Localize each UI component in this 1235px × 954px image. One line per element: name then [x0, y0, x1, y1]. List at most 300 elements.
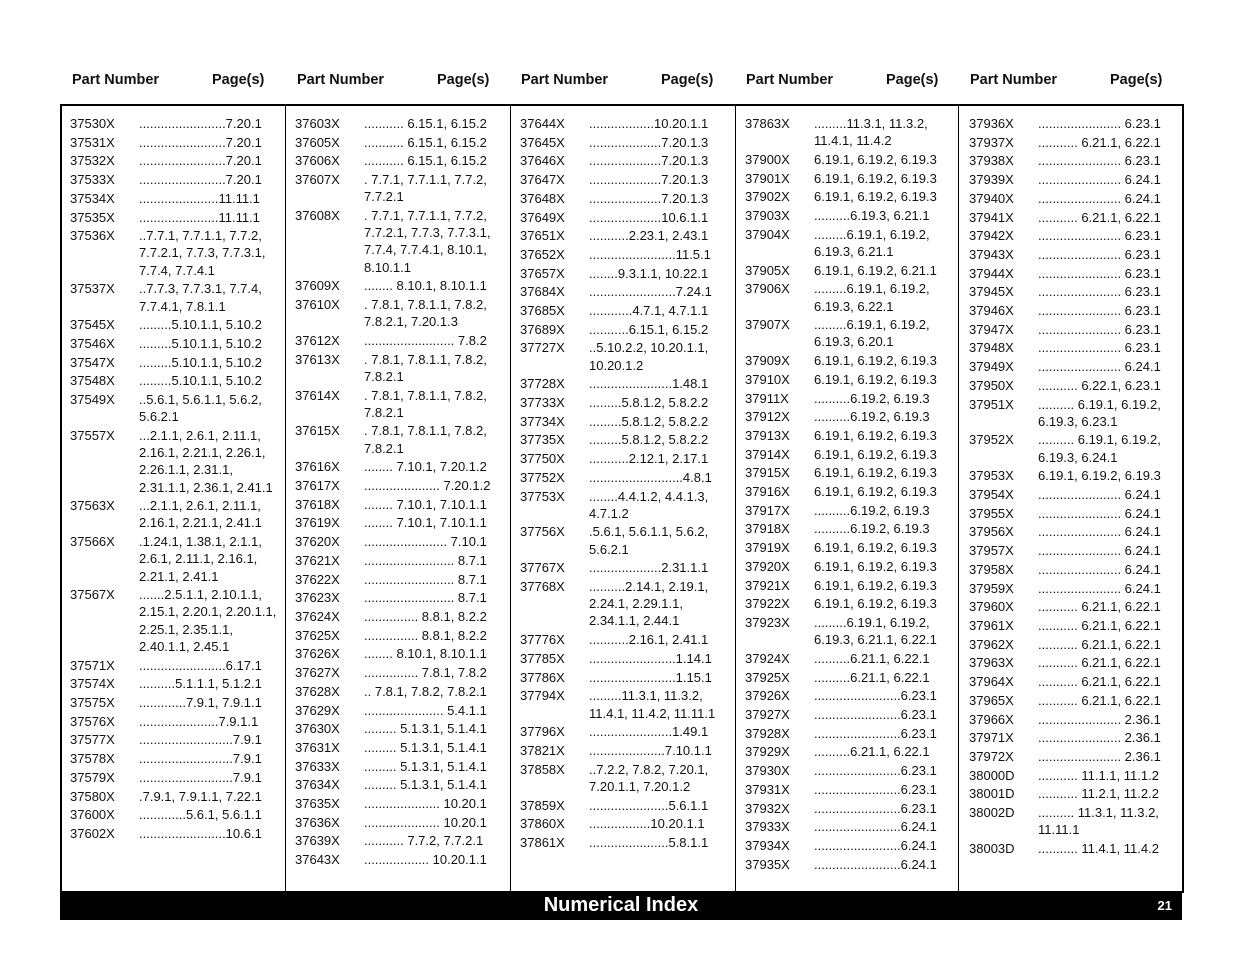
index-entry — [969, 152, 1185, 169]
part-number: 37633X — [295, 758, 340, 774]
index-entry — [70, 152, 286, 169]
index-entry — [745, 539, 961, 556]
page-references: .................10.20.1.1 — [589, 816, 705, 832]
index-entry — [969, 654, 1185, 671]
header-pages: Page(s) — [886, 72, 939, 88]
page-references: ............... 8.8.1, 8.2.2 — [364, 608, 487, 624]
page-references: ....................... 6.23.1 — [1038, 340, 1161, 356]
part-number: 37941X — [969, 209, 1014, 225]
page-references: ....................7.20.1.3 — [589, 172, 709, 188]
part-number: 37918X — [745, 521, 790, 537]
index-entry — [969, 171, 1185, 188]
index-entry — [745, 188, 961, 205]
part-number: 37946X — [969, 303, 1014, 319]
index-column-5 — [969, 115, 1185, 859]
part-number: 37860X — [520, 816, 565, 832]
part-number: 37932X — [745, 800, 790, 816]
page-references: ........ 8.10.1, 8.10.1.1 — [364, 646, 487, 662]
header-part-number: Part Number — [970, 72, 1058, 88]
index-entry — [295, 832, 511, 849]
part-number: 37945X — [969, 284, 1014, 300]
page-references: . 7.8.1, 7.8.1.1, 7.8.2, 7.8.2.1 — [364, 351, 487, 384]
page-references: ..................... 10.20.1 — [364, 814, 487, 830]
part-number: 37861X — [520, 834, 565, 850]
index-entry — [745, 837, 961, 854]
page-references: ...2.1.1, 2.6.1, 2.11.1, 2.16.1, 2.21.1, 2.26.1, 2.26.1.1, 2.31.1, 2.31.1.1, 2.36.1, 2.41.1 — [139, 427, 273, 495]
part-number: 37580X — [70, 788, 115, 804]
page-references: .7.9.1, 7.9.1.1, 7.22.1 — [139, 788, 262, 804]
page-references: ........................6.23.1 — [814, 800, 937, 816]
page-references: .......... 11.3.1, 11.3.2, 11.11.1 — [1038, 805, 1159, 838]
page-references: ........... 6.21.1, 6.22.1 — [1038, 209, 1161, 225]
page-references: ........................7.20.1 — [139, 116, 262, 131]
page-references: .........5.8.1.2, 5.8.2.2 — [589, 432, 709, 448]
part-number: 37965X — [969, 692, 1014, 708]
page-references: ..5.6.1, 5.6.1.1, 5.6.2, 5.6.2.1 — [139, 392, 262, 425]
page-references: 6.19.1, 6.19.2, 6.19.3 — [814, 558, 937, 574]
page-references: ........... 6.21.1, 6.22.1 — [1038, 599, 1161, 615]
page-references: 6.19.1, 6.19.2, 6.19.3 — [1038, 468, 1161, 484]
part-number: 37685X — [520, 303, 565, 319]
page-references: .........6.19.1, 6.19.2, 6.19.3, 6.22.1 — [814, 281, 930, 314]
page-references: ........................6.24.1 — [814, 819, 937, 835]
part-number: 37643X — [295, 852, 340, 868]
part-number: 37625X — [295, 627, 340, 643]
part-number: 37940X — [969, 190, 1014, 206]
page-references: ........................6.17.1 — [139, 657, 262, 673]
part-number: 37927X — [745, 707, 790, 722]
index-entry — [745, 818, 961, 835]
index-entry — [520, 302, 736, 319]
index-entry — [520, 559, 736, 576]
part-number: 37615X — [295, 423, 340, 439]
part-number: 37645X — [520, 134, 565, 150]
index-entry — [969, 785, 1185, 802]
part-number: 37612X — [295, 332, 340, 348]
part-number: 37955X — [969, 505, 1014, 521]
part-number: 38002D — [969, 805, 1015, 821]
page-references: 6.19.1, 6.19.2, 6.19.3 — [814, 577, 937, 593]
part-number: 37948X — [969, 340, 1014, 356]
page-references: ........................6.23.1 — [814, 707, 937, 722]
index-entry — [70, 280, 286, 314]
page-references: ....................... 6.24.1 — [1038, 580, 1161, 596]
page-references: .......................1.48.1 — [589, 376, 709, 392]
page-references: ....................... 6.23.1 — [1038, 303, 1161, 319]
index-entry — [70, 171, 286, 188]
page-references: ......... 5.1.3.1, 5.1.4.1 — [364, 758, 487, 774]
index-entry — [745, 669, 961, 686]
index-entry — [70, 316, 286, 333]
index-entry — [295, 387, 511, 421]
page-references: .1.24.1, 1.38.1, 2.1.1, 2.6.1, 2.11.1, 2.16.1, 2.21.1, 2.41.1 — [139, 534, 262, 584]
page-references: ....................... 6.23.1 — [1038, 228, 1161, 244]
index-entry — [745, 371, 961, 388]
part-number: 37576X — [70, 713, 115, 729]
part-number: 37959X — [969, 580, 1014, 596]
index-entry — [745, 262, 961, 279]
index-entry — [520, 523, 736, 557]
page-references: .......... 6.19.1, 6.19.2, 6.19.3, 6.23.1 — [1038, 396, 1161, 429]
part-number: 37963X — [969, 655, 1014, 671]
page-references: ...................... 5.4.1.1 — [364, 702, 487, 718]
page-references: ............... 8.8.1, 8.2.2 — [364, 627, 487, 643]
index-entry — [969, 190, 1185, 207]
index-entry — [520, 190, 736, 207]
index-entry — [295, 739, 511, 756]
index-entry — [969, 134, 1185, 151]
page-references: ....................10.6.1.1 — [589, 209, 709, 225]
index-entry — [295, 608, 511, 625]
header-part-number: Part Number — [72, 72, 160, 88]
index-entry — [969, 486, 1185, 503]
page-references: ......................7.9.1.1 — [139, 713, 259, 729]
index-entry — [70, 750, 286, 767]
index-entry — [295, 664, 511, 681]
part-number: 37939X — [969, 172, 1014, 188]
index-entry — [745, 520, 961, 537]
index-entry — [520, 797, 736, 814]
page-references: .....................7.10.1.1 — [589, 742, 712, 758]
index-entry — [520, 171, 736, 188]
part-number: 37960X — [969, 599, 1014, 615]
index-entry — [745, 207, 961, 224]
part-number: 37635X — [295, 796, 340, 812]
part-number: 37916X — [745, 484, 790, 500]
index-entry — [745, 856, 961, 873]
part-number: 37951X — [969, 396, 1014, 412]
part-number: 37915X — [745, 465, 790, 481]
index-entry — [520, 742, 736, 759]
page-references: ...........2.16.1, 2.41.1 — [589, 632, 709, 648]
page-references: 6.19.1, 6.19.2, 6.19.3 — [814, 353, 937, 369]
part-number: 37920X — [745, 558, 790, 574]
part-number: 37577X — [70, 732, 115, 748]
index-entry — [520, 488, 736, 522]
page-references: ....................... 6.23.1 — [1038, 116, 1161, 131]
page-references: . 7.7.1, 7.7.1.1, 7.7.2, 7.7.2.1, 7.7.3, 7.7.3.1, 7.7.4, 7.7.4.1, 8.10.1, 8.10.1.1 — [364, 208, 491, 275]
part-number: 37566X — [70, 534, 115, 550]
index-entry — [70, 788, 286, 805]
page-references: .........11.3.1, 11.3.2, 11.4.1, 11.4.2, 11.11.1 — [589, 688, 716, 721]
index-entry — [295, 720, 511, 737]
section-title: Numerical Index — [543, 894, 699, 916]
page-references: ........... 11.4.1, 11.4.2 — [1038, 840, 1159, 856]
part-number: 37753X — [520, 488, 565, 504]
page-references: ..........6.19.2, 6.19.3 — [814, 502, 930, 518]
part-number: 37536X — [70, 228, 115, 244]
page-references: ....................... 6.23.1 — [1038, 265, 1161, 281]
page-references: ....................... 6.24.1 — [1038, 505, 1161, 521]
index-entry — [295, 152, 511, 169]
part-number: 37931X — [745, 781, 790, 797]
page-references: ..........6.21.1, 6.22.1 — [814, 650, 930, 666]
index-entry — [295, 645, 511, 662]
page-references: ..........6.19.2, 6.19.3 — [814, 521, 930, 537]
header-pages: Page(s) — [437, 72, 490, 88]
page-references: .........5.8.1.2, 5.8.2.2 — [589, 395, 709, 411]
part-number: 37634X — [295, 777, 340, 793]
part-number: 37620X — [295, 534, 340, 550]
page-references: ..........6.19.3, 6.21.1 — [814, 208, 930, 224]
footer-bar — [60, 891, 1182, 920]
part-number: 37913X — [745, 427, 790, 443]
index-entry — [969, 431, 1185, 465]
index-entry — [70, 825, 286, 842]
part-number: 37606X — [295, 153, 340, 169]
index-entry — [520, 134, 736, 151]
part-number: 37794X — [520, 688, 565, 704]
header-part-number: Part Number — [746, 72, 834, 88]
index-entry — [295, 552, 511, 569]
page-references: .................. 10.20.1.1 — [364, 852, 487, 868]
header-pages: Page(s) — [212, 72, 265, 88]
part-number: 37657X — [520, 265, 565, 281]
index-column-3 — [520, 115, 736, 853]
page-references: ........... 7.7.2, 7.7.2.1 — [364, 833, 484, 849]
index-entry — [295, 776, 511, 793]
page-references: ...........6.15.1, 6.15.2 — [589, 321, 709, 337]
index-entry — [70, 497, 286, 531]
page-references: ........................6.23.1 — [814, 781, 937, 797]
index-entry — [295, 171, 511, 205]
part-number: 37785X — [520, 650, 565, 666]
part-number: 37924X — [745, 650, 790, 666]
page-references: .......2.5.1.1, 2.10.1.1, 2.15.1, 2.20.1, 2.20.1.1, 2.25.1, 2.35.1.1, 2.40.1.1, 2.45.1 — [139, 587, 277, 654]
index-entry — [745, 687, 961, 704]
index-entry — [70, 675, 286, 692]
page-references: ...2.1.1, 2.6.1, 2.11.1, 2.16.1, 2.21.1, 2.41.1 — [139, 498, 262, 531]
index-entry — [70, 354, 286, 371]
page-references: ..........................7.9.1 — [139, 732, 262, 748]
part-number: 37776X — [520, 632, 565, 648]
page-references: ........................6.23.1 — [814, 763, 937, 779]
part-number: 37901X — [745, 170, 790, 186]
index-entry — [295, 477, 511, 494]
index-entry — [969, 580, 1185, 597]
part-number: 37649X — [520, 209, 565, 225]
part-number: 37796X — [520, 724, 565, 740]
part-number: 37639X — [295, 833, 340, 849]
part-number: 37530X — [70, 116, 115, 131]
index-entry — [969, 505, 1185, 522]
index-entry — [295, 115, 511, 132]
index-entry — [520, 339, 736, 373]
part-number: 37919X — [745, 540, 790, 556]
index-entry — [745, 781, 961, 798]
part-number: 37922X — [745, 596, 790, 612]
part-number: 37727X — [520, 340, 565, 356]
page-references: ..........................4.8.1 — [589, 469, 712, 485]
index-entry — [520, 394, 736, 411]
page-references: ............4.7.1, 4.7.1.1 — [589, 303, 709, 319]
index-entry — [295, 332, 511, 349]
part-number: 37636X — [295, 814, 340, 830]
part-number: 37926X — [745, 688, 790, 704]
index-entry — [745, 427, 961, 444]
index-entry — [70, 227, 286, 279]
part-number: 37923X — [745, 614, 790, 630]
part-number: 37971X — [969, 730, 1014, 746]
index-entry — [745, 502, 961, 519]
page-references: 6.19.1, 6.19.2, 6.19.3 — [814, 484, 937, 500]
index-entry — [969, 265, 1185, 282]
index-entry — [969, 339, 1185, 356]
page-references: ..................... 7.20.1.2 — [364, 478, 491, 494]
index-entry — [70, 335, 286, 352]
index-entry — [745, 446, 961, 463]
part-number: 37921X — [745, 577, 790, 593]
page-references: ....................... 6.24.1 — [1038, 524, 1161, 540]
part-number: 37944X — [969, 265, 1014, 281]
part-number: 37567X — [70, 587, 115, 603]
index-entry — [969, 227, 1185, 244]
page-references: ........ 7.10.1, 7.10.1.1 — [364, 496, 487, 512]
part-number: 37613X — [295, 351, 340, 367]
page-references: ....................... 6.23.1 — [1038, 153, 1161, 169]
part-number: 37972X — [969, 748, 1014, 764]
page-references: ........... 11.2.1, 11.2.2 — [1038, 786, 1159, 802]
part-number: 37767X — [520, 560, 565, 576]
page-references: ......... 5.1.3.1, 5.1.4.1 — [364, 777, 487, 793]
index-entry — [745, 408, 961, 425]
part-number: 37937X — [969, 134, 1014, 150]
index-entry — [969, 209, 1185, 226]
index-entry — [520, 761, 736, 795]
part-number: 37546X — [70, 335, 115, 351]
part-number: 37928X — [745, 725, 790, 741]
index-entry — [745, 577, 961, 594]
index-entry — [745, 743, 961, 760]
index-entry — [295, 458, 511, 475]
part-number: 37578X — [70, 751, 115, 767]
index-entry — [70, 115, 286, 132]
page-references: ..........6.21.1, 6.22.1 — [814, 669, 930, 685]
part-number: 37628X — [295, 683, 340, 699]
index-entry — [969, 673, 1185, 690]
part-number: 37938X — [969, 153, 1014, 169]
page-references: ....................... 6.24.1 — [1038, 190, 1161, 206]
index-entry — [520, 152, 736, 169]
index-entry — [520, 115, 736, 132]
page-references: ....................... 6.24.1 — [1038, 543, 1161, 559]
index-entry — [745, 800, 961, 817]
index-entry — [969, 396, 1185, 430]
index-entry — [745, 115, 961, 149]
part-number: 37910X — [745, 371, 790, 387]
index-entry — [520, 283, 736, 300]
page-references: ..5.10.2.2, 10.20.1.1, 10.20.1.2 — [589, 340, 709, 373]
index-entry — [520, 631, 736, 648]
part-number: 37917X — [745, 502, 790, 518]
index-entry — [70, 427, 286, 496]
part-number: 37903X — [745, 208, 790, 224]
page-references: ......................... 7.8.2 — [364, 332, 487, 348]
index-entry — [295, 422, 511, 456]
part-number: 37532X — [70, 153, 115, 169]
page-references: .. 7.8.1, 7.8.2, 7.8.2.1 — [364, 683, 487, 699]
part-number: 37602X — [70, 825, 115, 841]
part-number: 38000D — [969, 767, 1015, 783]
page-references: ........... 11.1.1, 11.1.2 — [1038, 767, 1159, 783]
index-entry — [295, 851, 511, 868]
part-number: 37936X — [969, 116, 1014, 131]
part-number: 37622X — [295, 571, 340, 587]
part-number: 37579X — [70, 769, 115, 785]
part-number: 37607X — [295, 172, 340, 188]
page-references: ......................... 8.7.1 — [364, 590, 487, 606]
index-entry — [520, 723, 736, 740]
index-entry — [295, 683, 511, 700]
page-references: ........ 8.10.1, 8.10.1.1 — [364, 278, 487, 294]
page-references: . 7.7.1, 7.7.1.1, 7.7.2, 7.7.2.1 — [364, 172, 487, 205]
index-entry — [295, 589, 511, 606]
page-references: ........... 6.21.1, 6.22.1 — [1038, 134, 1161, 150]
part-number: 37600X — [70, 807, 115, 823]
part-number: 37621X — [295, 552, 340, 568]
page-references: ....................... 6.24.1 — [1038, 359, 1161, 375]
index-entry — [295, 134, 511, 151]
page-references: ........... 6.21.1, 6.22.1 — [1038, 617, 1161, 633]
index-entry — [520, 450, 736, 467]
index-entry — [969, 377, 1185, 394]
part-number: 37630X — [295, 721, 340, 737]
index-entry — [295, 627, 511, 644]
part-number: 37605X — [295, 134, 340, 150]
part-number: 37907X — [745, 317, 790, 333]
index-entry — [969, 561, 1185, 578]
page-references: ......................... 8.7.1 — [364, 571, 487, 587]
part-number: 37609X — [295, 278, 340, 294]
index-entry — [745, 464, 961, 481]
index-entry — [295, 296, 511, 330]
page-references: 6.19.1, 6.19.2, 6.19.3 — [814, 170, 937, 186]
part-number: 37534X — [70, 190, 115, 206]
page-references: .............7.9.1, 7.9.1.1 — [139, 695, 262, 710]
index-entry — [70, 134, 286, 151]
part-number: 37863X — [745, 116, 790, 131]
index-entry — [70, 533, 286, 585]
part-number: 37549X — [70, 392, 115, 408]
page-references: ....................... 2.36.1 — [1038, 730, 1161, 746]
index-entry — [70, 806, 286, 823]
part-number: 37617X — [295, 478, 340, 494]
part-number: 37689X — [520, 321, 565, 337]
index-entry — [70, 713, 286, 730]
part-number: 37768X — [520, 579, 565, 595]
index-entry — [295, 207, 511, 276]
page-references: ..........6.19.2, 6.19.3 — [814, 390, 930, 406]
part-number: 37756X — [520, 524, 565, 540]
page-references: .......... 6.19.1, 6.19.2, 6.19.3, 6.24.1 — [1038, 432, 1161, 465]
page-references: .........6.19.1, 6.19.2, 6.19.3, 6.21.1, 6.22.1 — [814, 614, 937, 648]
index-column-4 — [745, 115, 961, 874]
page-references: ........... 6.21.1, 6.22.1 — [1038, 636, 1161, 652]
page-references: 6.19.1, 6.19.2, 6.19.3 — [814, 151, 937, 167]
index-entry — [70, 694, 286, 711]
part-number: 37626X — [295, 646, 340, 662]
page-references: .........5.10.1.1, 5.10.2 — [139, 354, 262, 370]
page-references: ........................6.24.1 — [814, 856, 937, 872]
part-number: 37571X — [70, 657, 115, 673]
page-references: ........................6.23.1 — [814, 688, 937, 704]
page-references: 6.19.1, 6.19.2, 6.19.3 — [814, 371, 937, 387]
index-entry — [520, 815, 736, 832]
part-number: 37750X — [520, 451, 565, 467]
page-references: ..................10.20.1.1 — [589, 116, 709, 131]
page-references: . 7.8.1, 7.8.1.1, 7.8.2, 7.8.2.1 — [364, 423, 487, 456]
page-references: ......................5.8.1.1 — [589, 834, 709, 850]
